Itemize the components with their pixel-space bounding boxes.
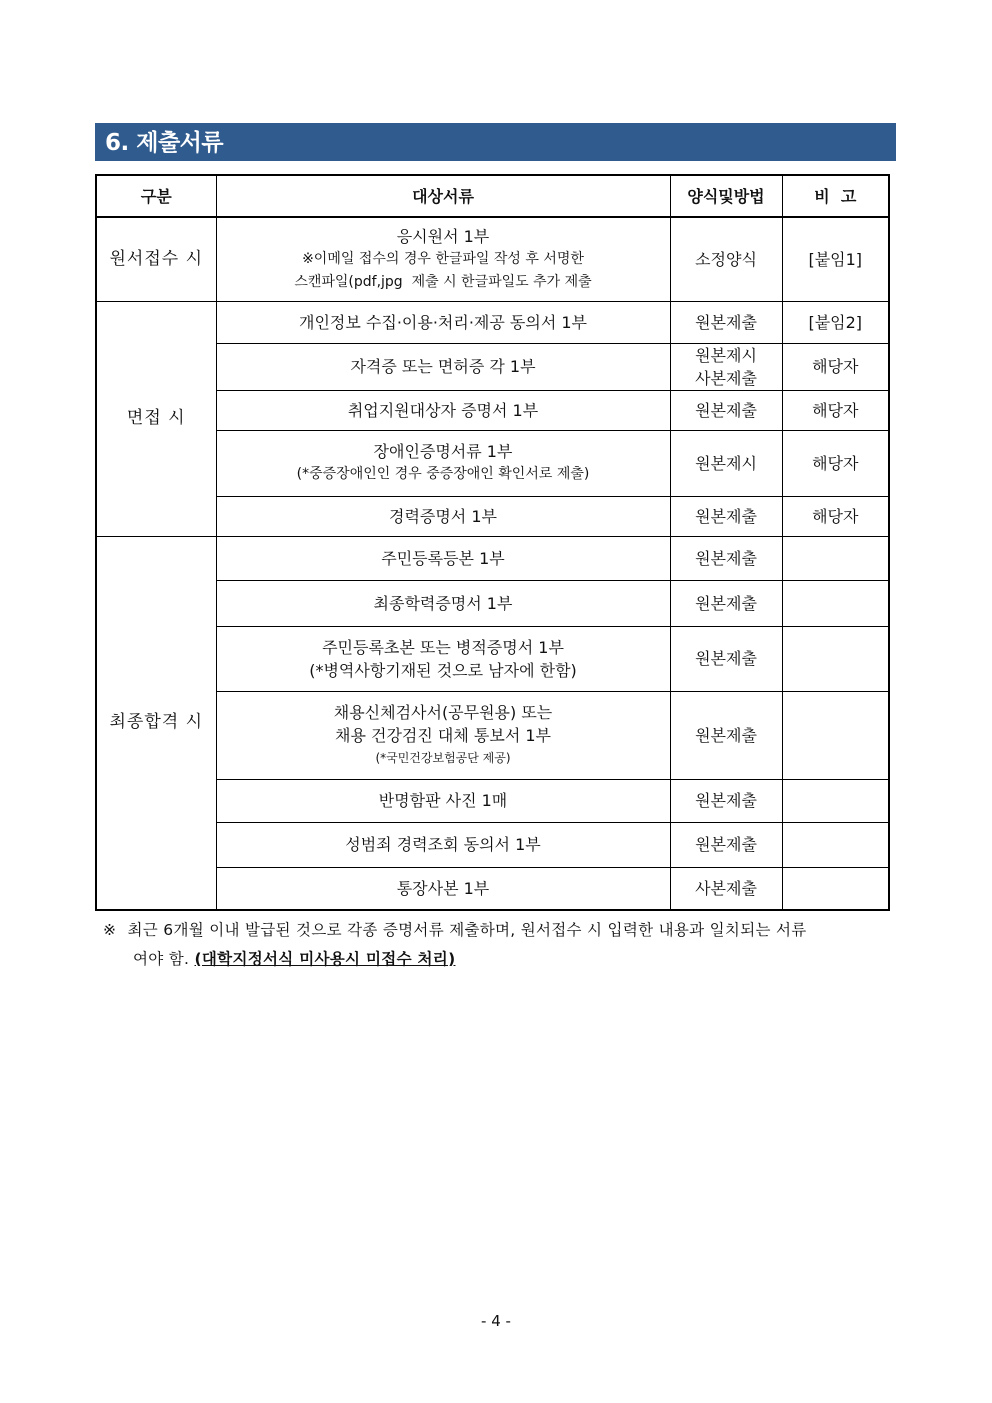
method-cell: 원본제시 bbox=[670, 430, 782, 496]
remark-cell: 해당자 bbox=[782, 343, 889, 390]
doc-cell bbox=[216, 430, 670, 496]
method-cell: 원본제출 bbox=[670, 301, 782, 343]
remark-cell bbox=[782, 822, 889, 867]
doc-cell: 성범죄 경력조회 동의서 1부 bbox=[216, 822, 670, 867]
section-title: 6. 제출서류 bbox=[95, 123, 896, 161]
reference-mark: ※ bbox=[103, 921, 117, 939]
doc-line: 채용신체검사서(공무원용) 또는 bbox=[333, 702, 553, 722]
method-cell: 소정양식 bbox=[670, 217, 782, 301]
method-cell: 사본제출 bbox=[670, 867, 782, 910]
method-cell bbox=[670, 343, 782, 390]
method-cell: 원본제출 bbox=[670, 536, 782, 580]
method-cell: 원본제출 bbox=[670, 496, 782, 536]
category-interview: 면접 시 bbox=[96, 301, 216, 536]
doc-line: (*중증장애인인 경우 중증장애인 확인서로 제출) bbox=[296, 466, 590, 482]
method-cell: 원본제출 bbox=[670, 822, 782, 867]
method-line: 사본제출 bbox=[695, 368, 757, 388]
table-row bbox=[96, 217, 889, 301]
doc-line: 응시원서 1부 bbox=[396, 226, 490, 246]
remark-cell bbox=[782, 536, 889, 580]
doc-line: (*병역사항기재된 것으로 남자에 한함) bbox=[309, 660, 577, 680]
category-application: 원서접수 시 bbox=[96, 217, 216, 301]
footnote bbox=[103, 916, 898, 974]
doc-cell bbox=[216, 691, 670, 779]
footnote-line-2 bbox=[103, 945, 898, 974]
remark-cell: 해당자 bbox=[782, 496, 889, 536]
footnote-text: 최근 6개월 이내 발급된 것으로 각종 증명서류 제출하며, 원서접수 시 입력한 내용과 일치되는 서류 bbox=[127, 921, 807, 939]
footnote-emphasis: (대학지정서식 미사용시 미접수 처리) bbox=[194, 950, 456, 968]
doc-cell: 경력증명서 1부 bbox=[216, 496, 670, 536]
remark-cell bbox=[782, 779, 889, 822]
remark-cell: [붙임2] bbox=[782, 301, 889, 343]
method-cell: 원본제출 bbox=[670, 626, 782, 691]
doc-line: (*국민건강보험공단 제공) bbox=[375, 750, 511, 765]
remark-cell: [붙임1] bbox=[782, 217, 889, 301]
remark-cell bbox=[782, 691, 889, 779]
doc-cell: 취업지원대상자 증명서 1부 bbox=[216, 390, 670, 430]
doc-cell: 주민등록등본 1부 bbox=[216, 536, 670, 580]
doc-line: 장애인증명서류 1부 bbox=[373, 442, 513, 461]
header-remarks: 비 고 bbox=[782, 175, 889, 217]
doc-line: 채용 건강검진 대체 통보서 1부 bbox=[335, 725, 551, 745]
remark-cell bbox=[782, 867, 889, 910]
doc-cell: 통장사본 1부 bbox=[216, 867, 670, 910]
doc-line: ※이메일 접수의 경우 한글파일 작성 후 서명한 bbox=[302, 250, 584, 267]
doc-line: 주민등록초본 또는 병적증명서 1부 bbox=[322, 637, 564, 657]
header-method: 양식및방법 bbox=[670, 175, 782, 217]
header-category: 구분 bbox=[96, 175, 216, 217]
remark-cell bbox=[782, 580, 889, 626]
table-row bbox=[96, 536, 889, 580]
doc-cell bbox=[216, 217, 670, 301]
method-line: 원본제시 bbox=[695, 345, 757, 365]
method-cell: 원본제출 bbox=[670, 779, 782, 822]
doc-cell: 자격증 또는 면허증 각 1부 bbox=[216, 343, 670, 390]
category-final-pass: 최종합격 시 bbox=[96, 536, 216, 910]
remark-cell: 해당자 bbox=[782, 430, 889, 496]
header-documents: 대상서류 bbox=[216, 175, 670, 217]
documents-table bbox=[95, 174, 890, 911]
table-header-row bbox=[96, 175, 889, 217]
table-row bbox=[96, 301, 889, 343]
method-cell: 원본제출 bbox=[670, 580, 782, 626]
footnote-line-1 bbox=[103, 916, 898, 945]
footnote-text-cont: 여야 함. bbox=[133, 950, 190, 968]
doc-cell bbox=[216, 626, 670, 691]
page-number: - 4 - bbox=[481, 1312, 511, 1330]
remark-cell: 해당자 bbox=[782, 390, 889, 430]
doc-cell: 반명함판 사진 1매 bbox=[216, 779, 670, 822]
doc-cell: 최종학력증명서 1부 bbox=[216, 580, 670, 626]
doc-cell: 개인정보 수집·이용·처리·제공 동의서 1부 bbox=[216, 301, 670, 343]
method-cell: 원본제출 bbox=[670, 390, 782, 430]
remark-cell bbox=[782, 626, 889, 691]
doc-line: 스캔파일(pdf,jpg 제출 시 한글파일도 추가 제출 bbox=[294, 273, 592, 290]
method-cell: 원본제출 bbox=[670, 691, 782, 779]
